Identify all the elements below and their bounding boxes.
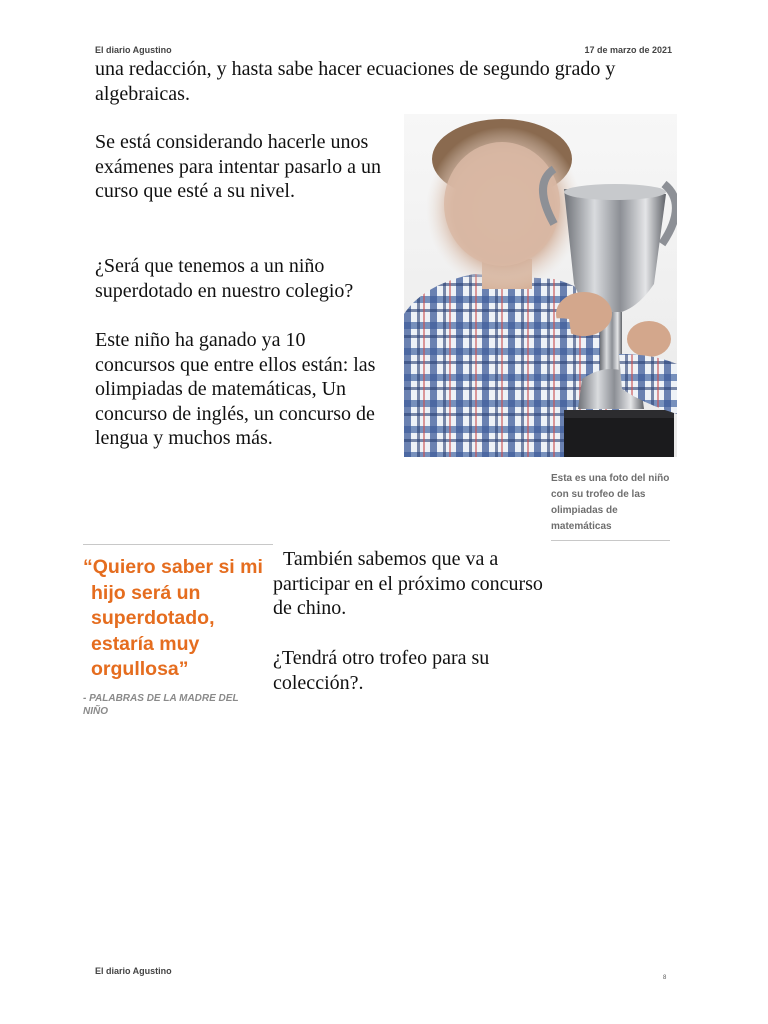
caption-divider [551,540,670,541]
pull-quote-attribution: - PALABRAS DE LA MADRE DEL NIÑO [83,693,239,717]
pull-quote: “Quiero saber si mi hijo será un superdotado, estaría muy orgullosa” [83,556,263,680]
article-paragraph-chinese: También sabemos que va a participar en el próximo concurso de chino. [273,548,548,619]
header-date: 17 de marzo de 2021 [584,45,672,55]
header-publication: El diario Agustino [95,45,172,55]
article-paragraph-question: ¿Será que tenemos a un niño superdotado en nuestro colegio? [95,255,354,302]
pull-quote-divider [83,544,273,545]
article-paragraph-trophy: ¿Tendrá otro trofeo para su colección?. [273,647,490,694]
photo-child-with-trophy [404,114,677,457]
article-paragraph-intro: una redacción, y hasta sabe hacer ecuaciones de segundo grado y algebraicas. [95,58,616,105]
footer-publication: El diario Agustino [95,966,172,976]
photo-caption: Esta es una foto del niño con su trofeo de las olimpiadas de matemáticas [551,473,670,532]
page-number: 8 [663,975,667,981]
article-paragraph-exams: Se está considerando hacerle unos exámenes para intentar pasarlo a un curso que esté a su nivel. [95,131,381,202]
article-paragraph-contests: Este niño ha ganado ya 10 concursos que entre ellos están: las olimpiadas de matemáticas, Un concurso de inglés, un concurso de lengua y muchos más. [95,329,376,449]
